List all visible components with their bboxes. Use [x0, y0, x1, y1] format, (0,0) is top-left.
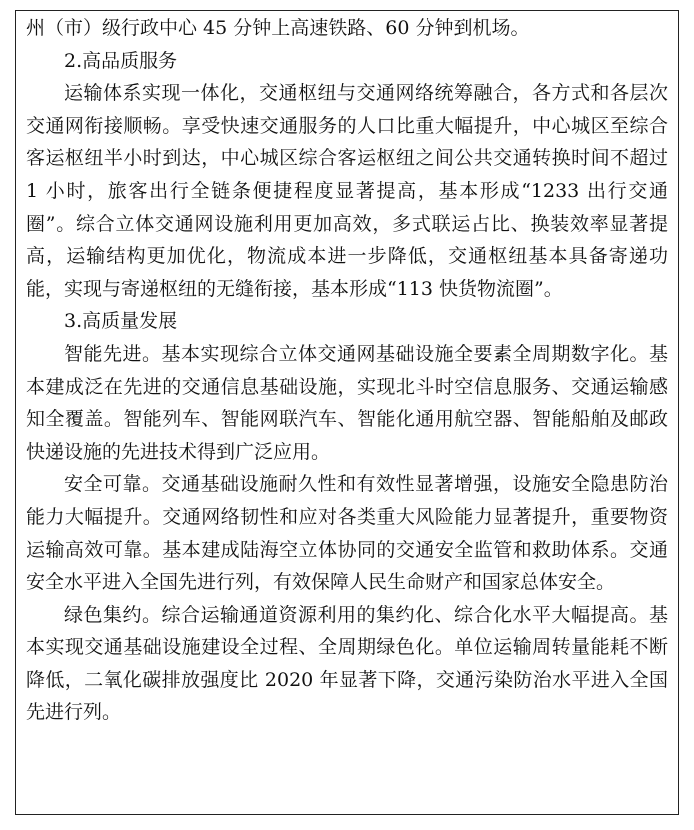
- paragraph-transport-integration: 运输体系实现一体化，交通枢纽与交通网络统筹融合，各方式和各层次交通网衔接顺畅。享受快速交通服务的人口比重大幅提升，中心城区至综合客运枢纽半小时到达，中心城区综合客运枢纽之间公共交通转换时间不超过 1 小时，旅客出行全链条便捷程度显著提高，基本形成“1233 出行交通圈”。综合立体交通网设施利用更加高效，多式联运占比、换装效率显著提高，运输结构更加优化，物流成本进一步降低，交通枢纽基本具备寄递功能，实现与寄递枢纽的无缝衔接，基本形成“113 快货物流圈”。: [26, 82, 668, 300]
- section-heading-high-quality-service: 2.高品质服务: [64, 49, 178, 72]
- paragraph-continuation: 州（市）级行政中心 45 分钟上高速铁路、60 分钟到机场。: [26, 17, 530, 39]
- paragraph-smart-advanced: 智能先进。基本实现综合立体交通网基础设施全要素全周期数字化。基本建成泛在先进的交通信息基础设施，实现北斗时空信息服务、交通运输感知全覆盖。智能列车、智能网联汽车、智能化通用航空器、智能船舶及邮政快递设施的先进技术得到广泛应用。: [26, 342, 668, 463]
- paragraph-safe-reliable: 安全可靠。交通基础设施耐久性和有效性显著增强，设施安全隐患防治能力大幅提升。交通网络韧性和应对各类重大风险能力显著提升，重要物资运输高效可靠。基本建成陆海空立体协同的交通安全监管和救助体系。交通安全水平进入全国先进行列，有效保障人民生命财产和国家总体安全。: [26, 473, 668, 594]
- section-heading-high-quality-development: 3.高质量发展: [64, 310, 178, 333]
- paragraph-green-intensive: 绿色集约。综合运输通道资源利用的集约化、综合化水平大幅提高。基本实现交通基础设施建设全过程、全周期绿色化。单位运输周转量能耗不断降低，二氧化碳排放强度比 2020 年显著下降，交通污染防治水平进入全国先进行列。: [26, 603, 668, 724]
- document-body: [26, 12, 668, 729]
